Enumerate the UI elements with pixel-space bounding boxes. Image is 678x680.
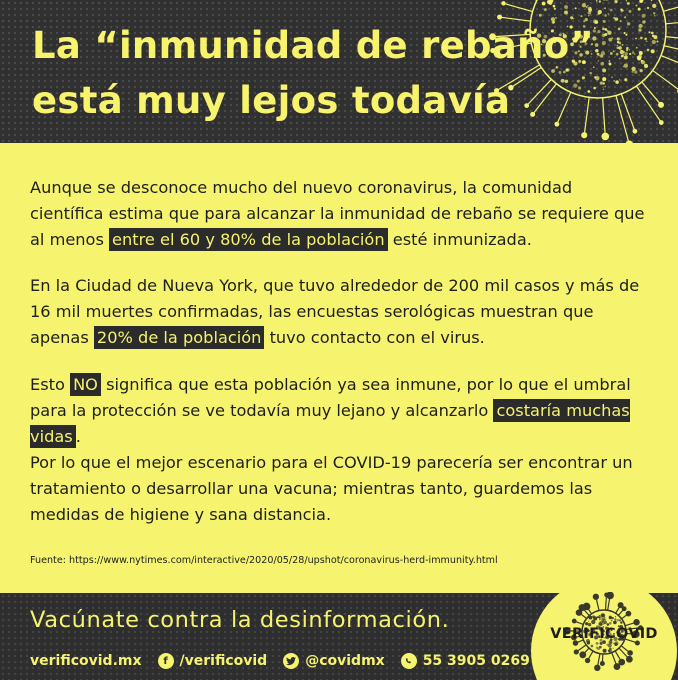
whatsapp-icon [401,653,417,669]
p2-text-a: En la Ciudad de Nueva York, que tuvo alrededor de 200 mil casos y más de 16 mil muertes confirmadas, las encuestas serológicas muestran que apenas [30,276,640,347]
contact-bar [30,650,546,672]
title-line-2: está muy lejos todavía [32,79,511,122]
p2-text-b: tuvo contacto con el virus. [264,327,485,347]
slogan: Vacúnate contra la desinformación. [30,607,450,633]
source-citation: Fuente: https://www.nytimes.com/interactive/2020/05/28/upshot/coronavirus-herd-immunity.html [30,555,498,566]
paragraph-4: Por lo que el mejor escenario para el COVID-19 parecería ser encontrar un tratamiento o desarrollar una vacuna; mientras tanto, guardemos las medidas de higiene y sana distancia. [30,453,633,524]
highlight-no: NO [70,373,101,396]
p1-text-a: Aunque se desconoce mucho del nuevo coronavirus, la comunidad científica estima que para alcanzar la inmunidad de rebaño se requiere que al menos [30,178,645,249]
p1-text-b: esté inmunizada. [387,229,532,249]
header [0,0,678,143]
page-title [32,18,594,128]
highlight-20-percent: 20% de la población [94,326,265,349]
facebook-link[interactable] [158,653,268,669]
p3-text-a: Esto [30,375,71,394]
title-line-1: La “inmunidad de rebaño” [32,24,595,67]
paragraph-1 [30,175,650,252]
content-panel [0,143,678,593]
facebook-label: /verificovid [179,653,268,669]
p3-text-b: significa que esta población ya sea inmune, por lo que el umbral para la protección se ve todavía muy lejano y alcanzarlo [30,375,631,420]
whatsapp-label: 55 3905 0269 [422,653,530,669]
website-label: verificovid.mx [30,653,142,669]
whatsapp-link[interactable] [401,653,530,669]
p3-text-c: . [75,426,81,446]
paragraph-2 [30,273,650,350]
highlight-costaria-muchas-vidas: costaría muchas vidas [30,400,630,446]
twitter-icon [283,653,299,669]
twitter-link[interactable] [283,653,384,669]
facebook-icon: f [158,653,174,669]
paragraph-3 [30,372,650,449]
brand-name: VERIFICOVID [550,626,658,642]
highlight-60-80-percent: entre el 60 y 80% de la población [109,228,388,251]
website-link[interactable] [30,653,142,669]
twitter-label: @covidmx [305,653,385,669]
